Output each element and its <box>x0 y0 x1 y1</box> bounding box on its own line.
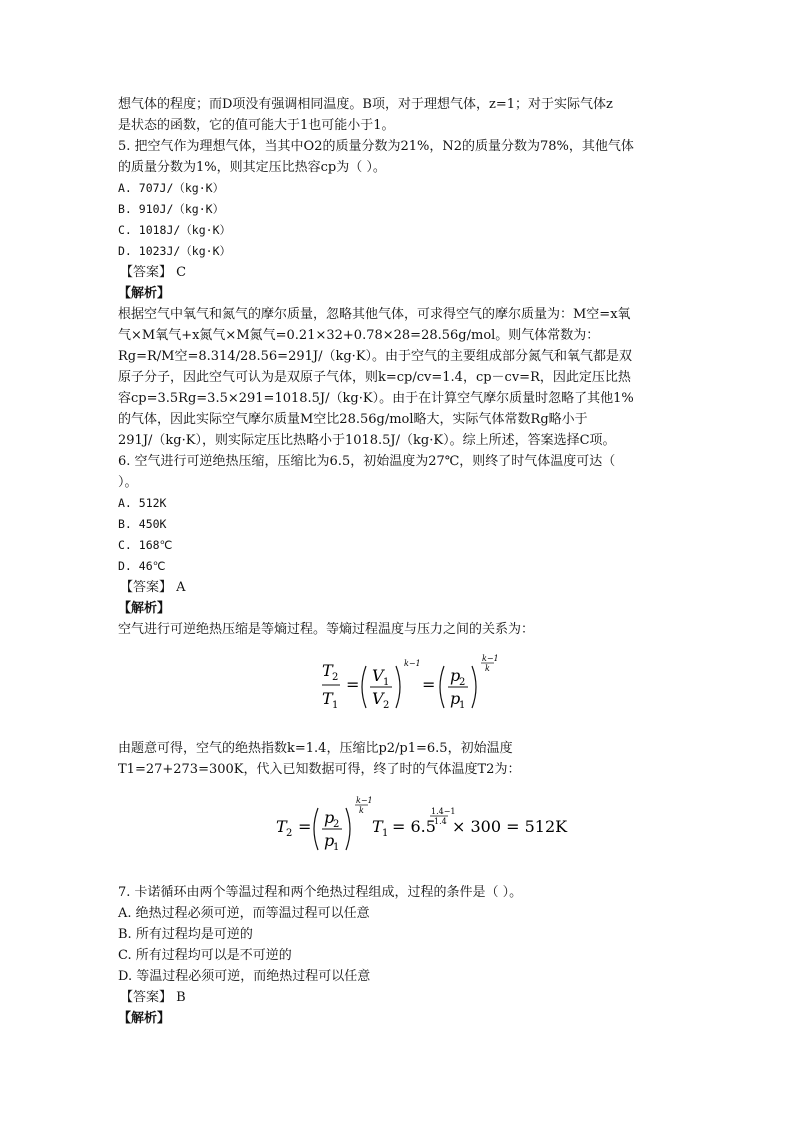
eq-subscript: 2 <box>333 819 340 830</box>
text-line: 想气体的程度；而D项没有强调相同温度。B项，对于理想气体，z=1；对于实际气体z <box>118 97 613 112</box>
analysis-line: 原子分子，因此空气可认为是双原子气体，则k=cp/cv=1.4，cp－cv=R，因此定压比热 <box>118 370 631 385</box>
analysis-line: Rg=R/M空=8.314/28.56=291J/（kg·K）。由于空气的主要组成部分氮气和氧气都是双 <box>118 349 633 364</box>
eq-subscript: 1 <box>333 842 340 853</box>
eq-exponent: k−1 <box>404 659 421 668</box>
eq-exponent: 1.4−1 <box>431 807 456 816</box>
question-7-stem: 7. 卡诺循环由两个等温过程和两个绝热过程组成，过程的条件是（ ）。 <box>118 885 523 900</box>
temperature-calculation <box>118 780 680 882</box>
question-6-stem: 6. 空气进行可逆绝热压缩，压缩比为6.5，初始温度为27℃，则终了时气体温度可达（ <box>118 454 616 469</box>
option-d: D. 等温过程必须可逆，而绝热过程可以任意 <box>118 969 371 984</box>
answer-label: 【答案】 C <box>120 265 187 280</box>
analysis-line: T1=27+273=300K，代入已知数据可得，终了时的气体温度T2为： <box>118 762 521 777</box>
analysis-line: 气×M氧气+x氮气×M氮气=0.21×32+0.78×28=28.56g/mol。则气体常数为： <box>118 328 600 343</box>
eq-subscript: 2 <box>332 672 339 683</box>
eq-symbol: p <box>324 831 335 850</box>
question-5-stem: 5. 把空气作为理想气体，当其中O2的质量分数为21%，N2的质量分数为78%，其他气体 <box>118 139 634 154</box>
option-d: D. 46℃ <box>118 559 166 573</box>
eq-exponent: k <box>359 806 364 815</box>
equation-1-svg <box>322 654 562 734</box>
analysis-line: 根据空气中氧气和氮气的摩尔质量，忽略其他气体，可求得空气的摩尔质量为：M空=x氧 <box>118 307 631 322</box>
eq-value: = 6.5 <box>392 817 436 836</box>
analysis-heading: 【解析】 <box>118 601 171 616</box>
analysis-heading: 【解析】 <box>118 1011 171 1026</box>
eq-symbol: p <box>450 666 461 685</box>
eq-symbol: p <box>450 689 461 708</box>
answer-label: 【答案】 B <box>120 990 186 1005</box>
text-line: 是状态的函数，它的值可能大于1也可能小于1。 <box>118 118 395 133</box>
eq-subscript: 2 <box>383 700 390 711</box>
eq-symbol: T <box>322 661 333 680</box>
eq-subscript: 2 <box>459 677 466 688</box>
question-5-stem-cont: 的质量分数为1%，则其定压比热容cp为（ ）。 <box>118 160 386 175</box>
eq-exponent: k−1 <box>356 796 373 805</box>
option-b: B. 所有过程均是可逆的 <box>118 927 253 942</box>
analysis-line: 由题意可得，空气的绝热指数k=1.4，压缩比p2/p1=6.5，初始温度 <box>118 741 513 756</box>
document-page <box>118 94 680 1029</box>
eq-symbol: T <box>372 817 383 836</box>
option-b: B. 450K <box>118 517 167 531</box>
answer-label: 【答案】 A <box>120 580 186 595</box>
analysis-line: 291J/（kg·K），则实际定压比热略小于1018.5J/（kg·K）。综上所述，答案选择C项。 <box>118 433 616 448</box>
eq-exponent: 1.4 <box>434 817 447 826</box>
eq-symbol: T <box>276 817 287 836</box>
eq-subscript: 1 <box>383 677 390 688</box>
eq-exponent: k−1 <box>482 654 499 663</box>
analysis-heading: 【解析】 <box>118 286 171 301</box>
option-a: A. 512K <box>118 496 167 510</box>
option-a: A. 707J/（kg·K） <box>118 181 225 195</box>
eq-sign: = <box>298 817 312 836</box>
eq-symbol: V <box>372 666 384 685</box>
eq-subscript: 1 <box>459 700 466 711</box>
option-c: C. 168℃ <box>118 538 173 552</box>
eq-value: × 300 = 512K <box>452 817 568 836</box>
eq-sign: = <box>422 675 436 694</box>
eq-symbol: p <box>324 808 335 827</box>
eq-subscript: 2 <box>286 828 293 839</box>
eq-subscript: 1 <box>382 828 389 839</box>
option-b: B. 910J/（kg·K） <box>118 202 225 216</box>
analysis-line: 空气进行可逆绝热压缩是等熵过程。等熵过程温度与压力之间的关系为： <box>118 622 535 637</box>
isentropic-equation <box>118 640 680 738</box>
option-d: D. 1023J/（kg·K） <box>118 244 232 258</box>
analysis-line: 容cp=3.5Rg=3.5×291=1018.5J/（kg·K）。由于在计算空气摩尔质量时忽略了其他1% <box>118 391 634 406</box>
option-c: C. 所有过程均可以是不可逆的 <box>118 948 292 963</box>
option-a: A. 绝热过程必须可逆，而等温过程可以任意 <box>118 906 370 921</box>
equation-2-svg <box>276 794 568 874</box>
eq-subscript: 1 <box>332 700 339 711</box>
option-c: C. 1018J/（kg·K） <box>118 223 232 237</box>
analysis-line: 的气体，因此实际空气摩尔质量M空比28.56g/mol略大，实际气体常数Rg略小于 <box>118 412 588 427</box>
eq-symbol: V <box>372 689 384 708</box>
question-6-stem-cont: ）。 <box>118 475 138 490</box>
eq-exponent: k <box>485 664 490 673</box>
eq-symbol: T <box>322 689 333 708</box>
eq-sign: = <box>346 675 360 694</box>
